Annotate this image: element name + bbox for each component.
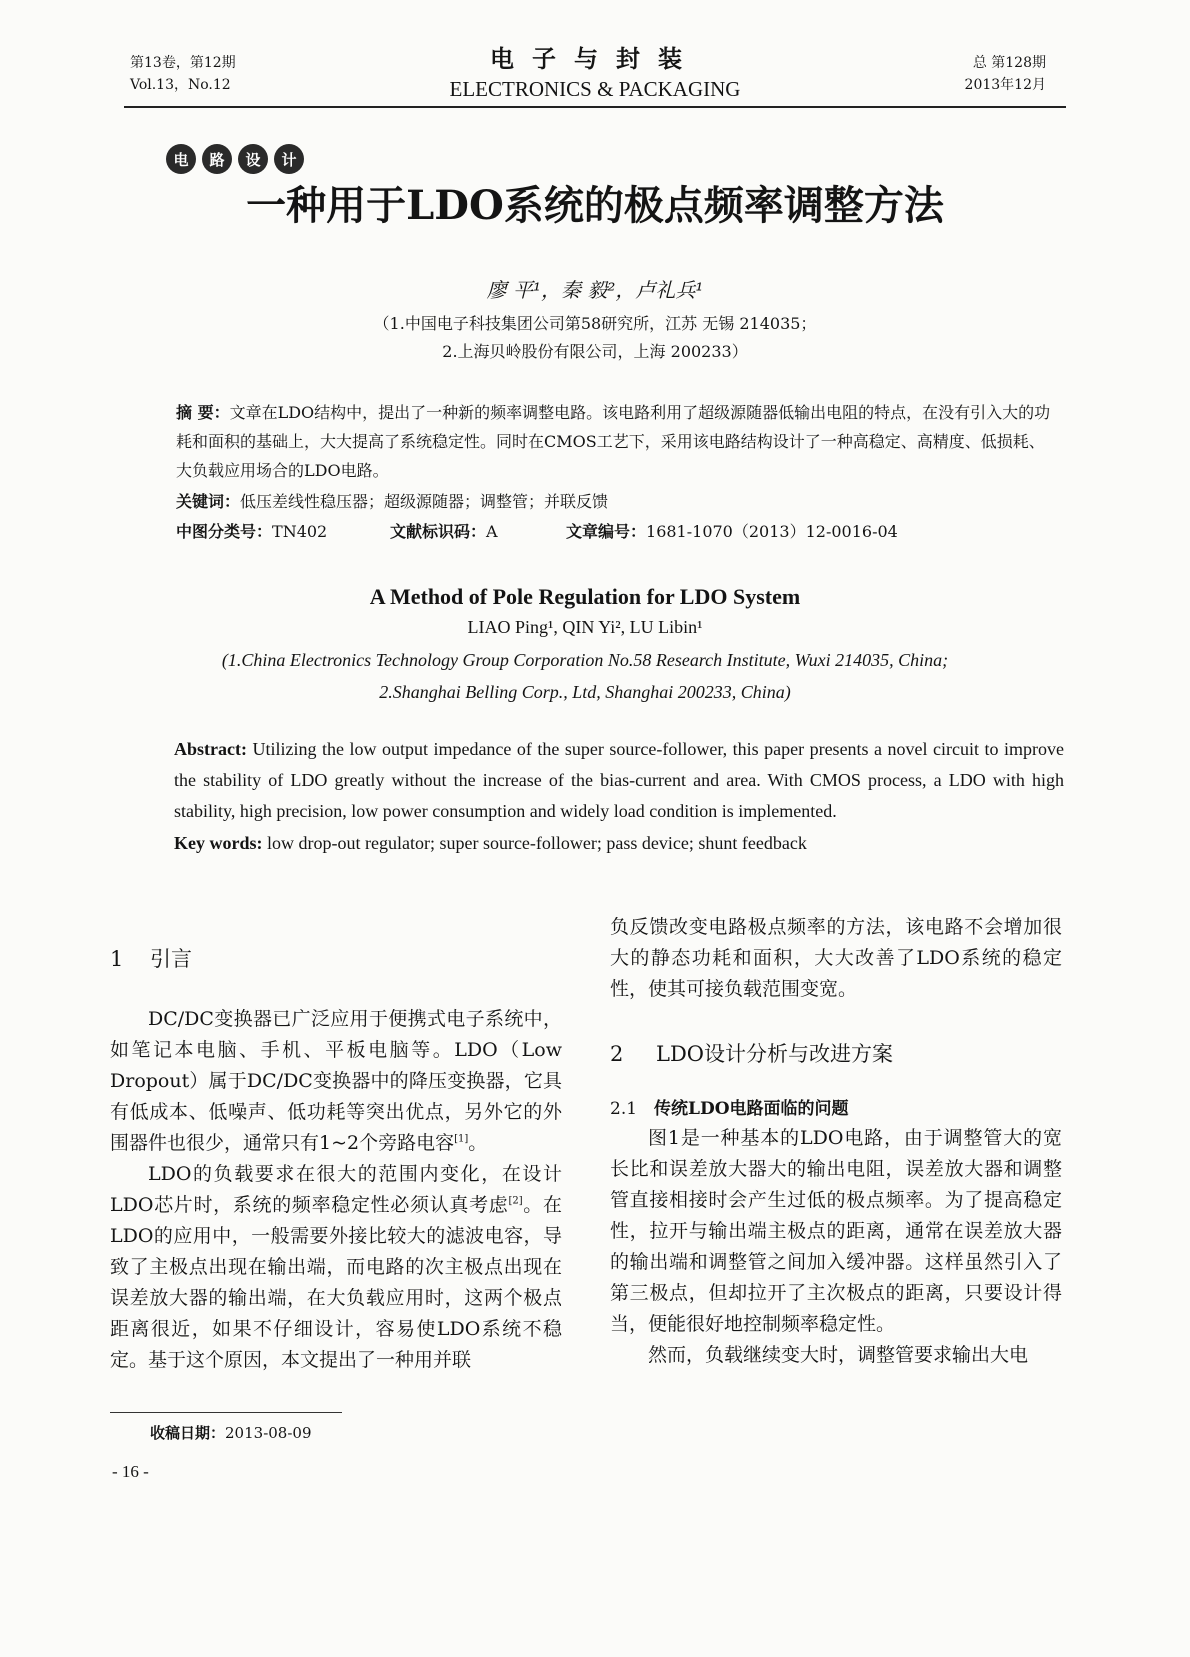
affiliation-line: （1.中国电子科技集团公司第58研究所，江苏 无锡 214035； (373, 314, 817, 333)
paper-title-en: A Method of Pole Regulation for LDO System (369, 584, 801, 609)
abstract-en-text: Utilizing the low output impedance of the super source-follower, this paper presents a novel circuit to improve the stability of LDO greatly without the increase of the bias-current and area. With CMOS process, a LDO with high stability, high precision, low power consumption and widely load condition is implemented. (174, 739, 1064, 821)
journal-name-cn: 电子与封装 (490, 44, 700, 73)
abstract-cn-label: 摘 要： (176, 403, 230, 422)
paragraph: 图1是一种基本的LDO电路，由于调整管大的宽长比和误差放大器大的输出电阻，误差放大器和调整管直接相接时会产生过低的极点频率。为了提高稳定性，拉开与输出端主极点的距离，通常在误差放大器的输出端和调整管之间加入缓冲器。这样虽然引入了第三极点，但却拉开了主次极点的距离，只要设计得当，便能很好地控制频率稳定性。 (610, 1127, 1062, 1335)
column-tag-char: 路 (202, 144, 232, 174)
section-1-heading (110, 944, 562, 974)
authors-en: LIAO Ping¹, QIN Yi², LU Libin¹ (467, 617, 703, 637)
received-label: 收稿日期： (150, 1424, 226, 1442)
left-column (110, 944, 562, 1376)
doc-code-label: 文献标识码： (390, 522, 487, 541)
issue-date: 2013年12月 (964, 77, 1046, 93)
volume-en: Vol.13，No.12 (130, 77, 231, 93)
affiliations-cn (0, 310, 1190, 366)
header-divider (124, 106, 1066, 108)
subsection-number: 2.1 (610, 1099, 638, 1119)
abstract-en (174, 734, 1064, 827)
paragraph: LDO的负载要求在很大的范围内变化，在设计LDO芯片时，系统的频率稳定性必须认真考虑[2]。在LDO的应用中，一般需要外接比较大的滤波电容，导致了主极点出现在输出端，而电路的次主极点出现在误差放大器的输出端，在大负载应用时，这两个极点距离很近，如果不仔细设计，容易使LDO系统不稳定。基于这个原因，本文提出了一种用并联 (110, 1163, 562, 1371)
total-issue: 总 第128期 (972, 55, 1046, 71)
keywords-en-label: Key words: (174, 833, 263, 853)
received-value: 2013-08-09 (225, 1424, 312, 1442)
authors-cn: 廖 平¹，秦 毅²，卢礼兵¹ (486, 278, 704, 302)
clc-value: TN402 (272, 522, 328, 541)
column-tag-char: 电 (166, 144, 196, 174)
abstract-en-label: Abstract: (174, 739, 247, 759)
affiliations-en (0, 644, 1170, 708)
keywords-cn-label: 关键词： (176, 492, 241, 511)
paragraph: 然而，负载继续变大时，调整管要求输出大电 (648, 1344, 1029, 1366)
paper-title-cn: 一种用于LDO系统的极点频率调整方法 (246, 182, 944, 229)
section-2-heading (610, 1039, 1062, 1069)
column-tag-char: 计 (274, 144, 304, 174)
subsection-2-1-heading (610, 1095, 1062, 1123)
journal-name-en: ELECTRONICS & PACKAGING (449, 77, 741, 101)
paragraph-continued: 负反馈改变电路极点频率的方法，该电路不会增加很大的静态功耗和面积，大大改善了LDO系统的稳定性，使其可接负载范围变宽。 (610, 916, 1062, 1000)
volume-cn: 第13卷，第12期 (130, 55, 236, 71)
abstract-cn (176, 398, 1058, 485)
affiliation-line: 2.上海贝岭股份有限公司，上海 200233） (442, 342, 748, 361)
paragraph: DC/DC变换器已广泛应用于便携式电子系统中，如笔记本电脑、手机、平板电脑等。LDO（Low Dropout）属于DC/DC变换器中的降压变换器，它具有低成本、低噪声、低功耗等突出优点，另外它的外围器件也很少，通常只有1~2个旁路电容[1]。 (110, 1008, 562, 1154)
section-title: 引言 (150, 947, 192, 971)
affiliation-line: (1.China Electronics Technology Group Corporation No.58 Research Institute, Wuxi 214035, China; (221, 650, 949, 670)
citation-ref: [1] (454, 1133, 469, 1145)
page-number: - 16 - (112, 1462, 149, 1481)
article-no-value: 1681-1070（2013）12-0016-04 (646, 522, 898, 541)
section-title: LDO设计分析与改进方案 (656, 1042, 893, 1066)
header-issue (965, 52, 1046, 96)
footnote-divider (110, 1412, 342, 1413)
doc-code-value: A (486, 522, 498, 541)
column-tag (166, 144, 304, 174)
citation-ref: [2] (508, 1195, 523, 1207)
clc-label: 中图分类号： (176, 522, 273, 541)
column-tag-char: 设 (238, 144, 268, 174)
abstract-cn-text: 文章在LDO结构中，提出了一种新的频率调整电路。该电路利用了超级源随器低输出电阻的特点，在没有引入大的功耗和面积的基础上，大大提高了系统稳定性。同时在CMOS工艺下，采用该电路结构设计了一种高稳定、高精度、低损耗、大负载应用场合的LDO电路。 (176, 403, 1051, 480)
article-no-label: 文章编号： (566, 522, 647, 541)
section-number: 2 (610, 1042, 624, 1066)
keywords-cn (176, 488, 1058, 516)
subsection-title: 传统LDO电路面临的问题 (654, 1099, 849, 1119)
keywords-en (174, 828, 1064, 858)
footnote-received-date (150, 1422, 312, 1444)
right-column (610, 912, 1062, 1371)
keywords-en-text: low drop-out regulator; super source-follower; pass device; shunt feedback (262, 833, 807, 853)
keywords-cn-text: 低压差线性稳压器；超级源随器；调整管；并联反馈 (240, 492, 609, 511)
section-number: 1 (110, 947, 124, 971)
classification-line (176, 518, 1058, 546)
affiliation-line: 2.Shanghai Belling Corp., Ltd, Shanghai 200233, China) (379, 682, 791, 702)
